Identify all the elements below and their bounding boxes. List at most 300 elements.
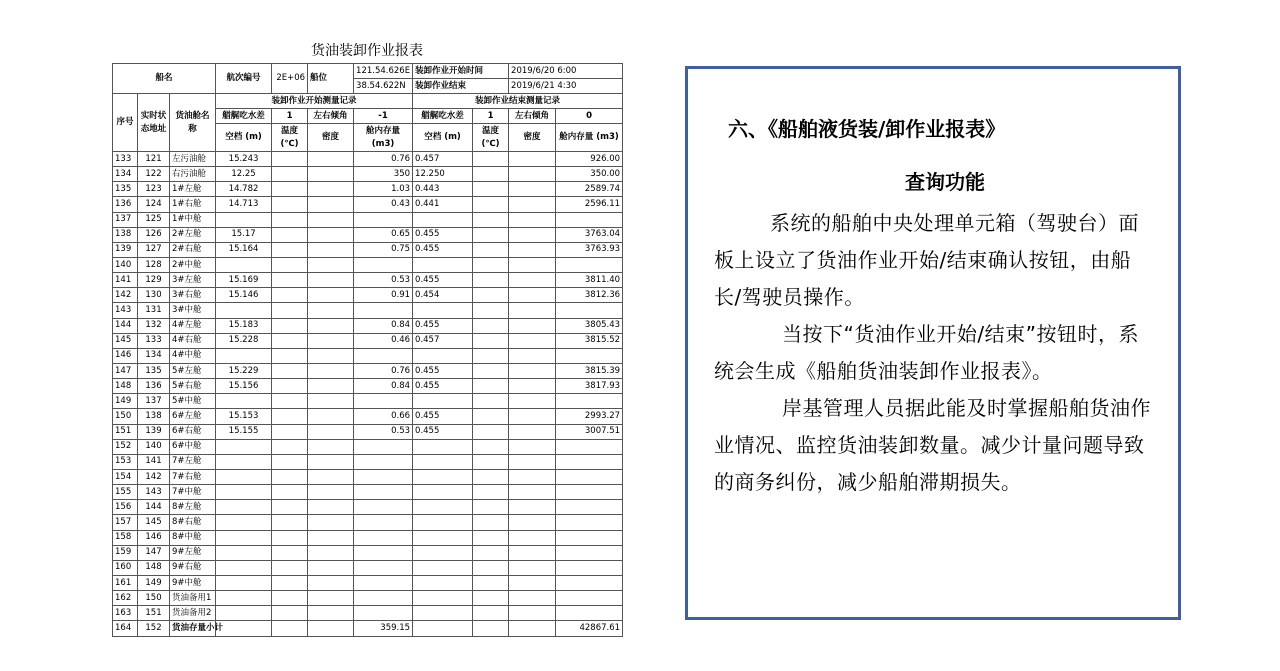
table-cell: [556, 560, 623, 575]
table-cell: 144: [113, 318, 138, 333]
table-cell: [308, 394, 354, 409]
table-cell: [473, 606, 509, 621]
table-cell: 0.46: [354, 333, 413, 348]
table-cell: [509, 333, 556, 348]
table-cell: [272, 500, 308, 515]
table-cell: 0.457: [413, 152, 473, 167]
table-cell: 146: [138, 530, 170, 545]
table-cell: [509, 560, 556, 575]
table-cell: 15.146: [216, 288, 272, 303]
table-cell: 1#左舱: [170, 182, 216, 197]
info-paragraph-3: 岸基管理人员据此能及时掌握船舶货油作业情况、监控货油装卸数量。减少计量问题导致的商务纠份，减少船舶滞期损失。: [714, 396, 1151, 494]
table-cell: 9#中舱: [170, 575, 216, 590]
table-cell: 163: [113, 606, 138, 621]
table-cell: 5#中舱: [170, 394, 216, 409]
table-cell: 135: [138, 363, 170, 378]
table-cell: [556, 394, 623, 409]
table-cell: [272, 379, 308, 394]
table-cell: [413, 515, 473, 530]
table-cell: [413, 257, 473, 272]
trim-label-end: 艏艉吃水差: [413, 109, 473, 124]
table-cell: [473, 530, 509, 545]
col-addr: 实时状态地址: [138, 94, 170, 152]
table-cell: [308, 500, 354, 515]
table-cell: 15.243: [216, 152, 272, 167]
table-cell: [413, 560, 473, 575]
table-cell: [216, 257, 272, 272]
table-cell: [272, 288, 308, 303]
table-cell: [556, 469, 623, 484]
table-cell: 12.250: [413, 167, 473, 182]
table-cell: 15.228: [216, 333, 272, 348]
table-cell: 157: [113, 515, 138, 530]
table-cell: 货油备用1: [170, 591, 216, 606]
table-cell: 0.457: [413, 333, 473, 348]
table-cell: 0.76: [354, 363, 413, 378]
table-cell: 161: [113, 575, 138, 590]
table-cell: 3812.36: [556, 288, 623, 303]
table-cell: 152: [138, 621, 170, 636]
table-cell: 0.455: [413, 273, 473, 288]
table-cell: 926.00: [556, 152, 623, 167]
heel-label-end: 左右倾角: [509, 109, 556, 124]
table-cell: [509, 591, 556, 606]
table-cell: [308, 242, 354, 257]
table-cell: 0.75: [354, 242, 413, 257]
table-cell: 139: [113, 242, 138, 257]
table-cell: 123: [138, 182, 170, 197]
table-cell: [216, 485, 272, 500]
table-cell: 0.455: [413, 363, 473, 378]
table-cell: [473, 409, 509, 424]
table-cell: [473, 394, 509, 409]
table-cell: [509, 469, 556, 484]
heel-value-end: 0: [556, 109, 623, 124]
table-cell: 3805.43: [556, 318, 623, 333]
table-row: [113, 167, 623, 182]
table-cell: 137: [138, 394, 170, 409]
trim-label-start: 艏艉吃水差: [216, 109, 272, 124]
table-row: [113, 575, 623, 590]
table-cell: 2#右舱: [170, 242, 216, 257]
table-row: [113, 606, 623, 621]
table-cell: [354, 560, 413, 575]
table-cell: [272, 621, 308, 636]
table-cell: 138: [138, 409, 170, 424]
table-cell: [509, 530, 556, 545]
table-cell: 14.782: [216, 182, 272, 197]
table-cell: 3763.04: [556, 227, 623, 242]
heel-label-start: 左右倾角: [308, 109, 354, 124]
table-cell: 129: [138, 273, 170, 288]
end-time-label: 装卸作业结束: [413, 79, 509, 94]
voyage-value: 2E+06: [272, 64, 308, 94]
table-cell: [413, 545, 473, 560]
table-cell: [308, 379, 354, 394]
table-cell: [473, 182, 509, 197]
table-cell: 42867.61: [556, 621, 623, 636]
table-cell: [272, 182, 308, 197]
table-cell: 150: [138, 591, 170, 606]
table-cell: 0.455: [413, 242, 473, 257]
table-row: [113, 379, 623, 394]
table-cell: [216, 530, 272, 545]
table-cell: 152: [113, 439, 138, 454]
table-cell: [216, 212, 272, 227]
start-time-value: 2019/6/20 6:00: [509, 64, 623, 79]
table-cell: [354, 439, 413, 454]
table-cell: 140: [113, 257, 138, 272]
table-cell: 3815.52: [556, 333, 623, 348]
table-cell: [216, 575, 272, 590]
table-cell: [272, 515, 308, 530]
table-cell: [413, 454, 473, 469]
table-cell: 1#中舱: [170, 212, 216, 227]
table-cell: 3811.40: [556, 273, 623, 288]
table-cell: 8#左舱: [170, 500, 216, 515]
info-subtitle: 查询功能: [905, 170, 985, 194]
table-cell: [473, 454, 509, 469]
table-cell: 143: [138, 485, 170, 500]
table-cell: [413, 606, 473, 621]
table-cell: 15.17: [216, 227, 272, 242]
table-cell: [413, 212, 473, 227]
table-cell: [354, 257, 413, 272]
table-cell: 133: [113, 152, 138, 167]
table-row: [113, 257, 623, 272]
table-cell: 15.164: [216, 242, 272, 257]
table-cell: [509, 182, 556, 197]
table-cell: [308, 227, 354, 242]
table-cell: [556, 606, 623, 621]
table-cell: 149: [138, 575, 170, 590]
col-density-start: 密度: [308, 124, 354, 152]
table-cell: [556, 485, 623, 500]
table-cell: 350: [354, 167, 413, 182]
table-cell: [473, 242, 509, 257]
table-cell: 0.76: [354, 152, 413, 167]
table-cell: [473, 273, 509, 288]
table-cell: 0.443: [413, 182, 473, 197]
table-cell: [509, 500, 556, 515]
table-cell: 0.455: [413, 379, 473, 394]
table-cell: 3#右舱: [170, 288, 216, 303]
table-cell: [272, 545, 308, 560]
table-cell: [473, 212, 509, 227]
table-cell: [509, 409, 556, 424]
info-paragraph-2: 当按下“货油作业开始/结束”按钮时，系统会生成《船舶货油装卸作业报表》。: [714, 322, 1139, 383]
table-cell: [354, 545, 413, 560]
table-cell: [556, 212, 623, 227]
trim-value-end: 1: [473, 109, 509, 124]
cargo-report-table: [112, 63, 623, 637]
table-cell: 0.65: [354, 227, 413, 242]
table-cell: 151: [138, 606, 170, 621]
table-cell: [556, 257, 623, 272]
table-cell: [308, 485, 354, 500]
report-body: [113, 152, 623, 637]
table-cell: [509, 152, 556, 167]
table-cell: 8#中舱: [170, 530, 216, 545]
table-cell: [308, 515, 354, 530]
table-cell: [413, 394, 473, 409]
table-cell: [413, 348, 473, 363]
table-cell: [556, 530, 623, 545]
table-cell: [473, 333, 509, 348]
table-cell: [216, 469, 272, 484]
table-cell: [473, 591, 509, 606]
table-cell: 145: [113, 333, 138, 348]
table-row: [113, 591, 623, 606]
table-cell: [272, 167, 308, 182]
table-cell: [272, 424, 308, 439]
table-cell: [509, 485, 556, 500]
table-cell: [413, 500, 473, 515]
table-row: [113, 197, 623, 212]
table-cell: [509, 424, 556, 439]
table-cell: 左污油舱: [170, 152, 216, 167]
table-cell: 139: [138, 424, 170, 439]
table-row: [113, 485, 623, 500]
end-measure-group: 装卸作业结束测量记录: [413, 94, 623, 109]
table-cell: [556, 454, 623, 469]
table-cell: [354, 606, 413, 621]
table-cell: [509, 439, 556, 454]
col-temp-end: 温度 (℃): [473, 124, 509, 152]
table-cell: 0.455: [413, 227, 473, 242]
table-cell: [216, 621, 272, 636]
table-cell: 货油存量小计: [170, 621, 216, 636]
table-cell: [473, 621, 509, 636]
table-cell: 3007.51: [556, 424, 623, 439]
table-cell: [272, 469, 308, 484]
table-cell: [556, 500, 623, 515]
table-cell: [556, 575, 623, 590]
col-temp-start: 温度 (℃): [272, 124, 308, 152]
table-cell: [354, 454, 413, 469]
table-cell: [354, 394, 413, 409]
table-row: [113, 500, 623, 515]
table-cell: [308, 212, 354, 227]
table-cell: [509, 379, 556, 394]
report-title: 货油装卸作业报表: [311, 43, 423, 59]
table-cell: 144: [138, 500, 170, 515]
table-cell: [272, 318, 308, 333]
table-cell: 4#左舱: [170, 318, 216, 333]
table-cell: 359.15: [354, 621, 413, 636]
table-cell: 153: [113, 454, 138, 469]
table-cell: [509, 454, 556, 469]
table-cell: [556, 303, 623, 318]
table-cell: [509, 394, 556, 409]
table-row: [113, 530, 623, 545]
table-cell: 135: [113, 182, 138, 197]
table-cell: [272, 363, 308, 378]
table-cell: [509, 257, 556, 272]
table-cell: 3815.39: [556, 363, 623, 378]
table-cell: [509, 348, 556, 363]
table-cell: [556, 591, 623, 606]
table-cell: 6#右舱: [170, 424, 216, 439]
table-cell: [272, 560, 308, 575]
info-panel: [685, 66, 1181, 620]
table-row: [113, 515, 623, 530]
table-cell: [473, 545, 509, 560]
table-cell: 151: [113, 424, 138, 439]
table-cell: 162: [113, 591, 138, 606]
table-cell: [509, 288, 556, 303]
table-cell: [354, 591, 413, 606]
table-cell: [473, 303, 509, 318]
table-cell: [473, 167, 509, 182]
table-cell: [308, 318, 354, 333]
table-cell: [216, 500, 272, 515]
table-cell: [272, 394, 308, 409]
table-cell: 7#右舱: [170, 469, 216, 484]
table-cell: [473, 318, 509, 333]
table-cell: 142: [113, 288, 138, 303]
table-cell: 147: [138, 545, 170, 560]
table-cell: 148: [138, 560, 170, 575]
table-cell: 147: [113, 363, 138, 378]
table-cell: [216, 439, 272, 454]
col-density-end: 密度: [509, 124, 556, 152]
table-cell: [473, 560, 509, 575]
table-row: [113, 182, 623, 197]
table-cell: 0.455: [413, 318, 473, 333]
table-cell: [308, 348, 354, 363]
table-cell: [308, 152, 354, 167]
table-cell: [509, 273, 556, 288]
table-cell: [216, 303, 272, 318]
table-cell: [413, 530, 473, 545]
table-cell: 140: [138, 439, 170, 454]
table-cell: 136: [138, 379, 170, 394]
table-cell: [308, 591, 354, 606]
table-row: [113, 288, 623, 303]
table-cell: 145: [138, 515, 170, 530]
table-cell: 2#中舱: [170, 257, 216, 272]
table-cell: [354, 469, 413, 484]
table-cell: 6#左舱: [170, 409, 216, 424]
table-cell: 15.156: [216, 379, 272, 394]
table-cell: [308, 530, 354, 545]
table-cell: [308, 575, 354, 590]
table-cell: 133: [138, 333, 170, 348]
start-time-label: 装卸作业开始时间: [413, 64, 509, 79]
table-row: [113, 303, 623, 318]
table-cell: [272, 348, 308, 363]
table-cell: [473, 485, 509, 500]
table-cell: [272, 273, 308, 288]
table-cell: 126: [138, 227, 170, 242]
col-volume-start: 舱内存量 (m3): [354, 124, 413, 152]
table-cell: 154: [113, 469, 138, 484]
table-cell: 0.84: [354, 379, 413, 394]
table-cell: [509, 212, 556, 227]
table-cell: [354, 212, 413, 227]
table-cell: 8#右舱: [170, 515, 216, 530]
table-cell: 0.441: [413, 197, 473, 212]
table-cell: [509, 515, 556, 530]
table-cell: [272, 530, 308, 545]
heel-value-start: -1: [354, 109, 413, 124]
col-ullage-end: 空档 (m): [413, 124, 473, 152]
table-cell: [509, 197, 556, 212]
table-cell: 15.169: [216, 273, 272, 288]
table-cell: [509, 227, 556, 242]
table-cell: [216, 454, 272, 469]
table-cell: [216, 545, 272, 560]
info-title: 六、《船舶液货装/卸作业报表》: [728, 117, 1006, 141]
table-cell: [413, 621, 473, 636]
table-cell: [272, 606, 308, 621]
info-paragraph-1: 系统的船舶中央处理单元箱（驾驶台）面板上设立了货油作业开始/结束确认按钮，由船长/驾驶员操作。: [714, 211, 1139, 309]
table-cell: [308, 424, 354, 439]
start-measure-group: 装卸作业开始测量记录: [216, 94, 413, 109]
table-row: [113, 439, 623, 454]
table-cell: 12.25: [216, 167, 272, 182]
table-row: [113, 348, 623, 363]
table-cell: 138: [113, 227, 138, 242]
table-cell: [308, 439, 354, 454]
trim-value-start: 1: [272, 109, 308, 124]
table-cell: 122: [138, 167, 170, 182]
table-cell: 137: [113, 212, 138, 227]
table-cell: 121: [138, 152, 170, 167]
table-cell: [509, 363, 556, 378]
table-row: [113, 621, 623, 636]
table-cell: [413, 485, 473, 500]
col-ullage-start: 空档 (m): [216, 124, 272, 152]
table-cell: [473, 469, 509, 484]
table-cell: 127: [138, 242, 170, 257]
table-cell: [308, 167, 354, 182]
table-cell: [216, 515, 272, 530]
table-cell: 132: [138, 318, 170, 333]
table-cell: [308, 409, 354, 424]
table-cell: 0.53: [354, 273, 413, 288]
table-row: [113, 152, 623, 167]
table-cell: 0.43: [354, 197, 413, 212]
table-cell: [473, 575, 509, 590]
table-cell: [272, 242, 308, 257]
table-cell: 5#右舱: [170, 379, 216, 394]
table-cell: [473, 424, 509, 439]
table-cell: [354, 500, 413, 515]
table-cell: [413, 439, 473, 454]
table-cell: [473, 500, 509, 515]
table-cell: [473, 363, 509, 378]
table-cell: 160: [113, 560, 138, 575]
table-cell: 131: [138, 303, 170, 318]
table-cell: [308, 303, 354, 318]
table-cell: [272, 212, 308, 227]
table-cell: [354, 348, 413, 363]
table-cell: 164: [113, 621, 138, 636]
table-cell: 124: [138, 197, 170, 212]
table-cell: [473, 257, 509, 272]
table-cell: 15.155: [216, 424, 272, 439]
table-cell: [272, 333, 308, 348]
table-cell: 125: [138, 212, 170, 227]
table-row: [113, 454, 623, 469]
table-cell: [308, 621, 354, 636]
table-cell: [354, 303, 413, 318]
col-tank-name: 货油舱名称: [170, 94, 216, 152]
table-cell: 1.03: [354, 182, 413, 197]
table-row: [113, 242, 623, 257]
